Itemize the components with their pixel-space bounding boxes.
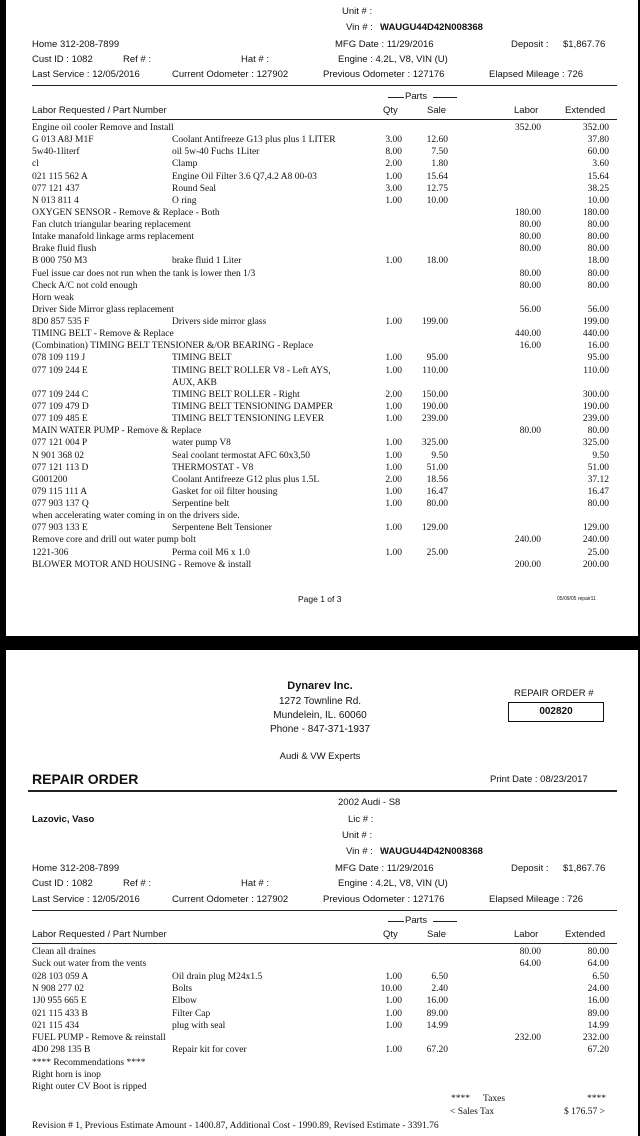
line-item-part: 5w40-1literf	[32, 147, 80, 158]
line-item-qty: 1.00	[385, 1045, 402, 1056]
line-item-extended: 37.12	[587, 474, 609, 485]
deposit-label: Deposit :	[511, 39, 549, 50]
line-item-labor: 80.00	[519, 268, 541, 279]
cust-id: Cust ID : 1082	[32, 54, 93, 65]
line-item-qty: 1.00	[385, 195, 402, 206]
line-item-extended: 129.00	[582, 523, 609, 534]
line-item-sale: 12.75	[426, 183, 448, 194]
line-item-qty: 1.00	[385, 317, 402, 328]
parts-group-label-2: Parts	[405, 915, 428, 926]
vin-label-2: Vin # :	[346, 846, 373, 857]
taxes-label: Taxes	[483, 1094, 506, 1104]
line-item-sale: 25.00	[426, 547, 448, 558]
line-item-extended: 190.00	[582, 401, 609, 412]
line-item-qty: 1.00	[385, 1008, 402, 1019]
col-labor-part: Labor Requested / Part Number	[32, 105, 167, 116]
col-labor-part-2: Labor Requested / Part Number	[32, 929, 167, 940]
line-item-extended: 16.00	[587, 341, 609, 352]
line-item-part: Fuel issue car does not run when the tank is lower then 1/3	[32, 268, 256, 279]
line-item-extended: 16.47	[587, 486, 609, 497]
line-item-part: 077 903 137 Q	[32, 499, 89, 510]
line-item-extended: 6.50	[592, 971, 609, 982]
line-item-qty: 1.00	[385, 414, 402, 425]
line-item-part: 077 121 113 D	[32, 462, 89, 473]
repair-order-label: REPAIR ORDER #	[514, 688, 594, 699]
line-item-qty: 1.00	[385, 462, 402, 473]
line-item-description: Round Seal	[172, 183, 217, 194]
line-item-labor: 80.00	[519, 220, 541, 231]
engine-2: Engine : 4.2L, V8, VIN (U)	[338, 878, 448, 889]
engine: Engine : 4.2L, V8, VIN (U)	[338, 54, 448, 65]
line-item-labor: 180.00	[514, 207, 541, 218]
shop-tagline: Audi & VW Experts	[279, 751, 361, 762]
sales-tax-value: $ 176.57 >	[564, 1107, 605, 1117]
line-item-qty: 1.00	[385, 1020, 402, 1031]
previous-odometer-2: Previous Odometer : 127176	[323, 894, 445, 905]
line-item-description: O ring	[172, 195, 197, 206]
line-item-description: Elbow	[172, 996, 197, 1007]
line-item-description: TIMING BELT TENSIONING DAMPER	[172, 401, 334, 412]
line-item-labor: 80.00	[519, 232, 541, 243]
cust-id-2: Cust ID : 1082	[32, 878, 93, 889]
line-item-part: 079 115 111 A	[32, 486, 88, 497]
line-item-sale: 6.50	[431, 971, 448, 982]
line-item-part: Check A/C not cold enough	[32, 280, 138, 291]
line-item-description: water pump V8	[172, 438, 231, 449]
line-item-qty: 2.00	[385, 474, 402, 485]
line-item-part: **** Recommendations ****	[32, 1057, 146, 1068]
line-item-qty: 1.00	[385, 401, 402, 412]
line-item-description: Serpentene Belt Tensioner	[172, 523, 272, 534]
previous-odometer: Previous Odometer : 127176	[323, 69, 445, 80]
line-item-part: N 013 811 4	[32, 195, 79, 206]
line-item-extended: 80.00	[587, 244, 609, 255]
line-item-extended: 16.00	[587, 996, 609, 1007]
line-item-extended: 180.00	[582, 207, 609, 218]
line-item-part: 077 109 244 E	[32, 365, 88, 376]
line-item-extended: 64.00	[587, 959, 609, 970]
line-item-sale: 18.00	[426, 256, 448, 267]
line-item-sale: 12.60	[426, 135, 448, 146]
line-item-extended: 67.20	[587, 1045, 609, 1056]
unit-label: Unit # :	[342, 6, 373, 17]
vehicle: 2002 Audi - S8	[338, 797, 401, 808]
line-item-extended: 95.00	[587, 353, 609, 364]
line-item-description: Repair kit for cover	[172, 1045, 247, 1056]
home-phone-2: Home 312-208-7899	[32, 863, 120, 874]
deposit-value-2: $1,867.76	[563, 863, 606, 874]
parts-rule-left	[388, 97, 404, 98]
line-item-extended: 10.00	[587, 195, 609, 206]
line-item-sale: 16.47	[426, 486, 448, 497]
sales-tax-label: < Sales Tax	[450, 1107, 495, 1117]
line-item-part: Right horn is inop	[32, 1070, 101, 1080]
vin-value: WAUGU44D42N008368	[380, 22, 483, 33]
line-item-sale: 67.20	[426, 1045, 448, 1056]
line-item-qty: 8.00	[385, 147, 402, 158]
line-item-extended: 80.00	[587, 499, 609, 510]
line-item-sale: 150.00	[421, 389, 448, 400]
line-item-part: 077 121 004 P	[32, 438, 88, 449]
line-item-part: 8D0 857 535 F	[32, 317, 90, 328]
header-divider-2	[32, 910, 617, 911]
line-item-qty: 1.00	[385, 547, 402, 558]
line-item-sale: 89.00	[426, 1008, 448, 1019]
line-item-qty: 1.00	[385, 996, 402, 1007]
elapsed-mileage: Elapsed Mileage : 726	[489, 69, 584, 80]
print-date: Print Date : 08/23/2017	[490, 774, 588, 785]
line-item-description: Oil drain plug M24x1.5	[172, 971, 263, 982]
col-labor-2: Labor	[514, 929, 539, 940]
line-item-labor: 56.00	[519, 304, 541, 315]
line-item-description: Clamp	[172, 159, 198, 170]
line-item-sale: 80.00	[426, 499, 448, 510]
line-item-description: AUX, AKB	[172, 377, 217, 388]
line-item-qty: 1.00	[385, 365, 402, 376]
parts-rule-right	[433, 97, 457, 98]
line-item-sale: 15.64	[426, 171, 448, 182]
shop-address-2: Mundelein, IL. 60060	[273, 710, 367, 721]
line-item-extended: 110.00	[583, 365, 609, 376]
line-item-sale: 2.40	[431, 983, 448, 994]
line-item-qty: 3.00	[385, 183, 402, 194]
line-item-labor: 80.00	[519, 947, 541, 957]
line-item-sale: 16.00	[426, 996, 448, 1007]
line-item-part: Remove core and drill out water pump bolt	[32, 535, 196, 546]
revision-note: Revision # 1, Previous Estimate Amount - 1400.87, Additional Cost - 1990.89, Revised Estimate - 3391.76	[32, 1121, 439, 1131]
line-item-labor: 80.00	[519, 280, 541, 291]
line-item-part: 1221-306	[32, 547, 69, 558]
line-item-description: Filter Cap	[172, 1008, 211, 1019]
col-sale: Sale	[427, 105, 447, 116]
customer-name: Lazovic, Vaso	[32, 814, 95, 825]
line-item-sale: 199.00	[421, 317, 448, 328]
line-item-part: Horn weak	[32, 292, 74, 303]
line-item-qty: 2.00	[385, 389, 402, 400]
line-item-extended: 15.64	[587, 171, 609, 182]
line-item-description: TIMING BELT ROLLER V8 - Left AYS,	[172, 365, 331, 376]
col-extended-2: Extended	[565, 929, 606, 940]
line-item-sale: 110.00	[422, 365, 448, 376]
line-item-qty: 1.00	[385, 450, 402, 461]
line-item-part: 021 115 434	[32, 1020, 80, 1031]
line-item-extended: 80.00	[587, 426, 609, 437]
line-item-part: BLOWER MOTOR AND HOUSING - Remove & install	[32, 559, 252, 570]
line-item-extended: 80.00	[587, 220, 609, 231]
line-item-part: cl	[32, 159, 39, 170]
line-item-part: Driver Side Mirror glass replacement	[32, 304, 174, 315]
line-item-extended: 240.00	[582, 535, 609, 546]
line-item-labor: 200.00	[514, 559, 541, 570]
line-item-description: brake fluid 1 Liter	[172, 256, 242, 267]
line-item-extended: 51.00	[587, 462, 609, 473]
line-item-part: Suck out water from the vents	[32, 959, 147, 970]
line-item-qty: 1.00	[385, 256, 402, 267]
page-number: Page 1 of 3	[298, 594, 342, 604]
line-item-part: 078 109 119 J	[32, 353, 86, 364]
line-item-labor: 64.00	[519, 959, 541, 970]
line-item-extended: 440.00	[582, 329, 609, 340]
line-item-extended: 199.00	[582, 317, 609, 328]
line-item-part: N 908 277 02	[32, 983, 84, 994]
line-item-extended: 232.00	[582, 1033, 609, 1044]
line-item-extended: 80.00	[587, 947, 609, 957]
shop-phone: Phone - 847-371-1937	[269, 724, 371, 735]
form-code: 05/09/05 repair11	[557, 596, 596, 602]
taxes-stars-right: ****	[587, 1094, 606, 1104]
line-item-labor: 80.00	[519, 244, 541, 255]
line-item-extended: 14.99	[587, 1020, 609, 1031]
line-item-extended: 18.00	[587, 256, 609, 267]
shop-name: Dynarev Inc.	[287, 680, 353, 692]
ref-label: Ref # :	[123, 54, 151, 65]
line-item-description: plug with seal	[172, 1020, 226, 1031]
line-item-extended: 325.00	[582, 438, 609, 449]
col-labor: Labor	[514, 105, 539, 116]
line-item-description: Coolant Antifreeze G12 plus plus 1.5L	[172, 474, 320, 485]
line-item-description: TIMING BELT TENSIONING LEVER	[172, 414, 325, 425]
line-item-sale: 9.50	[431, 450, 448, 461]
last-service: Last Service : 12/05/2016	[32, 69, 140, 80]
line-item-description: Serpentine belt	[172, 499, 230, 510]
unit-label-2: Unit # :	[342, 830, 373, 841]
line-item-extended: 80.00	[587, 280, 609, 291]
line-item-description: Seal coolant termostat AFC 60x3,50	[172, 450, 311, 461]
line-item-part: N 901 368 02	[32, 450, 84, 461]
col-qty: Qty	[383, 105, 398, 116]
line-item-description: Drivers side mirror glass	[172, 317, 267, 328]
line-item-qty: 1.00	[385, 523, 402, 534]
line-item-part: B 000 750 M3	[32, 256, 88, 267]
line-item-extended: 239.00	[582, 414, 609, 425]
line-item-labor: 232.00	[514, 1033, 541, 1044]
line-item-extended: 3.60	[592, 159, 609, 170]
repair-order-number: 002820	[508, 702, 604, 722]
header-divider	[32, 85, 617, 86]
line-item-sale: 239.00	[421, 414, 448, 425]
line-item-part: Intake manafold linkage arms replacement	[32, 232, 194, 243]
line-item-sale: 1.80	[431, 159, 448, 170]
line-item-sale: 129.00	[421, 523, 448, 534]
line-item-extended: 24.00	[587, 983, 609, 994]
col-qty-2: Qty	[383, 929, 398, 940]
line-item-qty: 1.00	[385, 499, 402, 510]
line-item-description: THERMOSTAT - V8	[172, 462, 254, 473]
parts-rule-right-2	[433, 921, 457, 922]
line-item-extended: 89.00	[587, 1008, 609, 1019]
line-item-part: 4D0 298 135 B	[32, 1045, 91, 1056]
line-item-sale: 95.00	[426, 353, 448, 364]
line-item-qty: 1.00	[385, 486, 402, 497]
taxes-stars-left: ****	[451, 1094, 470, 1104]
col-extended: Extended	[565, 105, 606, 116]
lic-label: Lic # :	[348, 814, 374, 825]
line-item-part: 021 115 433 B	[32, 1008, 88, 1019]
line-item-sale: 18.56	[426, 474, 448, 485]
line-item-extended: 80.00	[587, 268, 609, 279]
line-item-description: Bolts	[172, 983, 193, 994]
mfg-date: MFG Date : 11/29/2016	[335, 39, 434, 50]
line-item-part: FUEL PUMP - Remove & reinstall	[32, 1033, 166, 1044]
line-item-part: Clean all draines	[32, 947, 96, 957]
line-item-qty: 1.00	[385, 971, 402, 982]
ref-label-2: Ref # :	[123, 878, 151, 889]
line-item-extended: 56.00	[587, 304, 609, 315]
line-item-part: 021 115 562 A	[32, 171, 88, 182]
line-item-description: TIMING BELT ROLLER - Right	[172, 389, 300, 400]
line-item-sale: 51.00	[426, 462, 448, 473]
line-item-part: 1J0 955 665 E	[32, 996, 87, 1007]
line-item-sale: 14.99	[426, 1020, 448, 1031]
line-item-extended: 9.50	[592, 450, 609, 461]
vin-label: Vin # :	[346, 22, 373, 33]
line-item-part: 077 109 244 C	[32, 389, 89, 400]
line-item-qty: 10.00	[380, 983, 402, 994]
line-item-sale: 10.00	[426, 195, 448, 206]
line-item-description: Coolant Antifreeze G13 plus plus 1 LITER	[172, 135, 336, 146]
column-divider	[32, 119, 617, 120]
line-item-part: Fan clutch triangular bearing replacement	[32, 220, 191, 231]
column-divider-2	[32, 943, 617, 944]
title-divider	[28, 790, 617, 792]
line-item-labor: 352.00	[514, 123, 541, 133]
line-item-extended: 38.25	[587, 183, 609, 194]
line-item-extended: 300.00	[582, 389, 609, 400]
line-item-qty: 1.00	[385, 438, 402, 449]
mfg-date-2: MFG Date : 11/29/2016	[335, 863, 434, 874]
elapsed-mileage-2: Elapsed Mileage : 726	[489, 894, 584, 905]
line-item-qty: 1.00	[385, 171, 402, 182]
line-item-part: when accelerating water coming in on the drivers side.	[32, 511, 240, 522]
vin-value-2: WAUGU44D42N008368	[380, 846, 483, 857]
line-item-sale: 7.50	[431, 147, 448, 158]
line-item-part: 077 109 485 E	[32, 414, 88, 425]
current-odometer-2: Current Odometer : 127902	[172, 894, 289, 905]
repair-order-page-2	[6, 650, 638, 1136]
repair-order-page-1	[6, 0, 638, 636]
line-item-part: G 013 A8J M1F	[32, 135, 94, 146]
line-item-labor: 80.00	[519, 426, 541, 437]
line-item-description: oil 5w-40 Fuchs 1Liter	[172, 147, 260, 158]
document-title: REPAIR ORDER	[32, 771, 139, 787]
line-item-part: MAIN WATER PUMP - Remove & Replace	[32, 426, 202, 437]
line-item-part: 077 109 479 D	[32, 401, 89, 412]
deposit-value: $1,867.76	[563, 39, 606, 50]
home-phone: Home 312-208-7899	[32, 39, 120, 50]
line-item-part: 077 903 133 E	[32, 523, 88, 534]
shop-address-1: 1272 Townline Rd.	[278, 696, 362, 707]
hat-label: Hat # :	[241, 54, 269, 65]
line-item-extended: 60.00	[587, 147, 609, 158]
line-item-description: Engine Oil Filter 3.6 Q7,4.2 A8 00-03	[172, 171, 317, 182]
line-item-sale: 190.00	[421, 401, 448, 412]
line-item-description: TIMING BELT	[172, 353, 232, 364]
parts-rule-left-2	[388, 921, 404, 922]
line-item-labor: 16.00	[519, 341, 541, 352]
line-item-part: TIMING BELT - Remove & Replace	[32, 329, 174, 340]
parts-group-label: Parts	[405, 91, 428, 102]
line-item-extended: 200.00	[582, 559, 609, 570]
line-item-labor: 240.00	[514, 535, 541, 546]
line-item-qty: 1.00	[385, 353, 402, 364]
line-item-part: OXYGEN SENSOR - Remove & Replace - Both	[32, 207, 220, 218]
hat-label-2: Hat # :	[241, 878, 269, 889]
line-item-extended: 25.00	[587, 547, 609, 558]
line-item-part: (Combination) TIMING BELT TENSIONER &/OR BEARING - Replace	[32, 341, 314, 352]
line-item-part: 077 121 437	[32, 183, 80, 194]
line-item-part: 028 103 059 A	[32, 971, 89, 982]
line-item-part: Right outer CV Boot is ripped	[32, 1082, 147, 1093]
last-service-2: Last Service : 12/05/2016	[32, 894, 140, 905]
line-item-sale: 325.00	[421, 438, 448, 449]
col-sale-2: Sale	[427, 929, 447, 940]
line-item-qty: 2.00	[385, 159, 402, 170]
line-item-description: Gasket for oil filter housing	[172, 486, 278, 497]
line-item-extended: 80.00	[587, 232, 609, 243]
line-item-description: Perma coil M6 x 1.0	[172, 547, 250, 558]
line-item-part: Engine oil cooler Remove and Install	[32, 123, 174, 133]
deposit-label-2: Deposit :	[511, 863, 549, 874]
line-item-extended: 37.80	[587, 135, 609, 146]
current-odometer: Current Odometer : 127902	[172, 69, 289, 80]
line-item-part: G001200	[32, 474, 68, 485]
line-item-qty: 3.00	[385, 135, 402, 146]
line-item-extended: 352.00	[582, 123, 609, 133]
line-item-part: Brake fluid flush	[32, 244, 97, 255]
line-item-labor: 440.00	[514, 329, 541, 340]
